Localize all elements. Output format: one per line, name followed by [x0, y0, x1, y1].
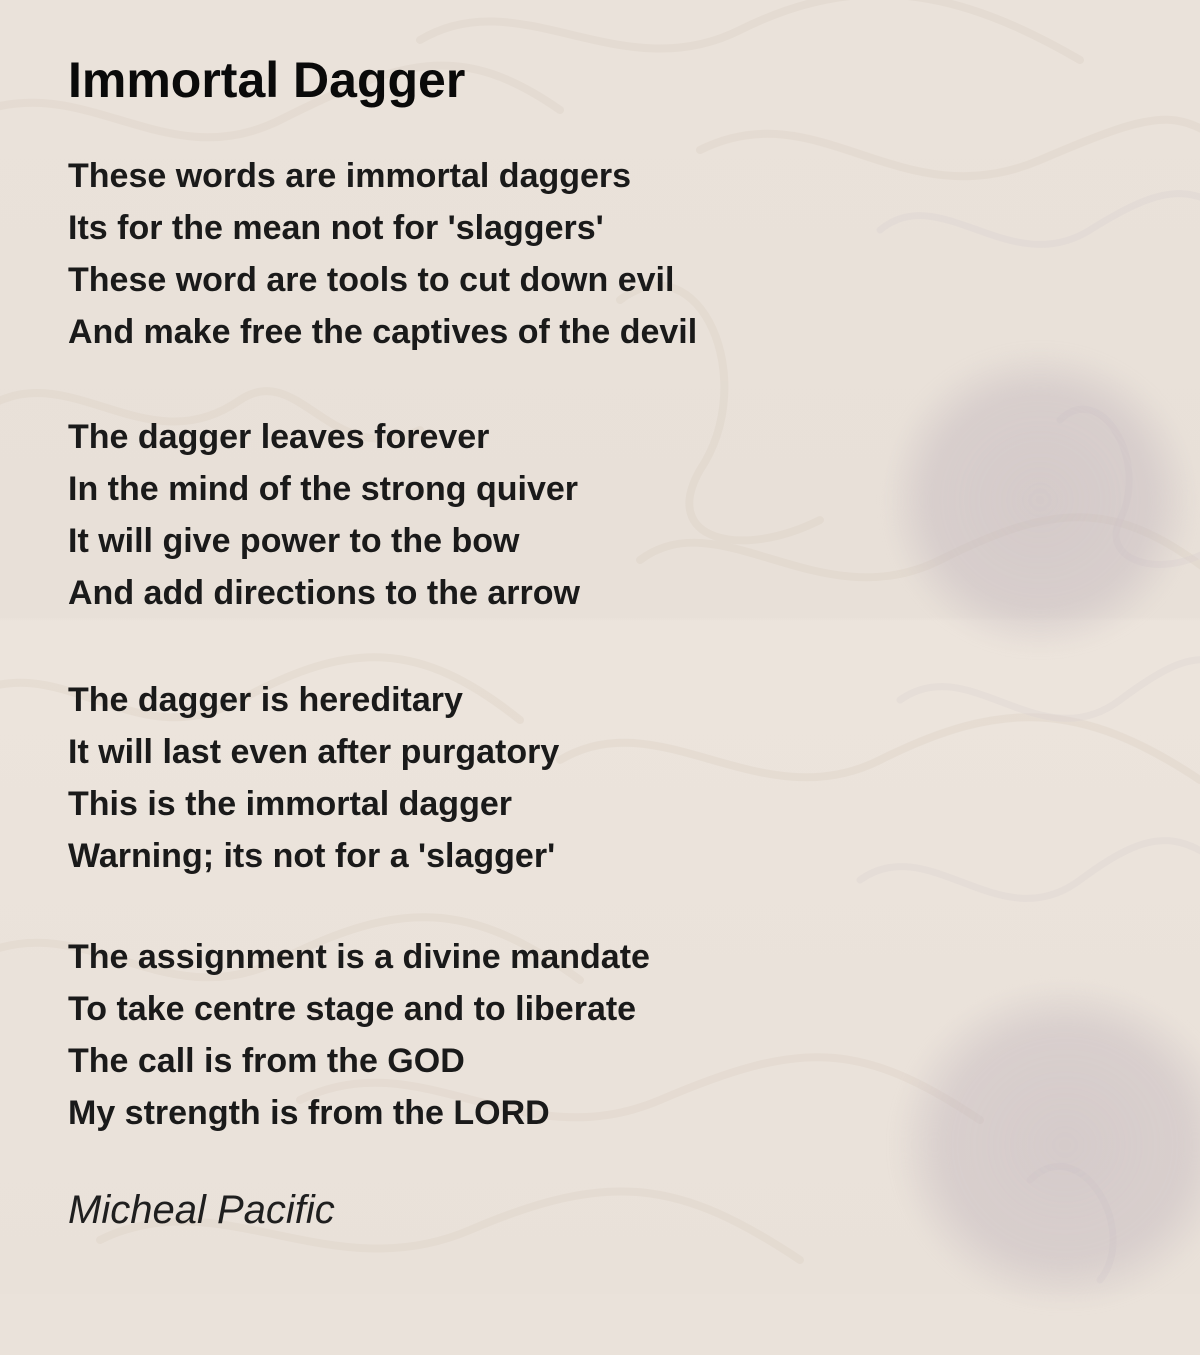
poem-stanza-2	[68, 411, 580, 619]
poem-stanza-4	[68, 931, 650, 1139]
poem-line: The dagger leaves forever	[68, 418, 490, 456]
poem-stanza-3	[68, 674, 559, 882]
poem-line: And add directions to the arrow	[68, 574, 580, 612]
poem-line: It will last even after purgatory	[68, 733, 560, 771]
poem-line: This is the immortal dagger	[68, 785, 512, 823]
author-signature: Micheal Pacific	[68, 1188, 335, 1232]
poem-line: The assignment is a divine mandate	[68, 938, 650, 976]
poem-line: And make free the captives of the devil	[68, 313, 698, 351]
poem-line: Warning; its not for a 'slagger'	[68, 837, 556, 875]
poem-line: The call is from the GOD	[68, 1042, 465, 1080]
poem-line: The dagger is hereditary	[68, 681, 463, 719]
poem-line: To take centre stage and to liberate	[68, 990, 637, 1028]
poem-line: These word are tools to cut down evil	[68, 261, 675, 299]
poem-stanza-1	[68, 150, 697, 358]
page-title: Immortal Dagger	[68, 52, 466, 108]
poem-line: It will give power to the bow	[68, 522, 520, 560]
poem-line: My strength is from the LORD	[68, 1094, 550, 1132]
poem-line: Its for the mean not for 'slaggers'	[68, 209, 604, 247]
poem-line: In the mind of the strong quiver	[68, 470, 578, 508]
poem-line: These words are immortal daggers	[68, 157, 632, 195]
